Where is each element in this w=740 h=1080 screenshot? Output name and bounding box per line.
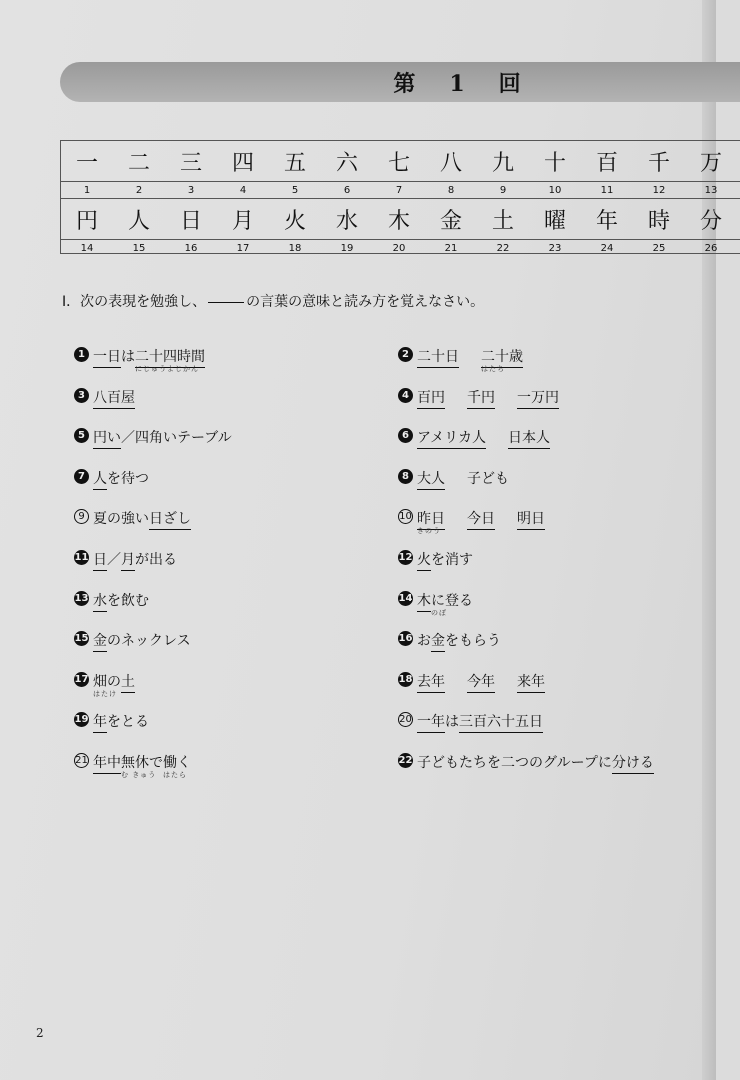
segment-text: 畑 — [93, 674, 107, 690]
item-text — [417, 427, 550, 449]
text-segment — [417, 752, 612, 772]
exercise-item — [398, 711, 543, 733]
blank-underline — [208, 301, 244, 303]
segment-text: お — [417, 633, 431, 649]
underlined-term — [121, 671, 135, 693]
exercise-item — [398, 508, 545, 535]
text-segment — [121, 346, 135, 366]
exercise-item — [74, 590, 149, 612]
kanji-cell: 一 — [75, 150, 98, 176]
segment-text: 金 — [93, 633, 107, 649]
item-number-badge: 3 — [74, 388, 89, 403]
item-text — [93, 549, 177, 571]
underlined-term — [93, 711, 107, 733]
exercise-item — [398, 590, 473, 617]
kanji-number: 19 — [340, 242, 354, 254]
kanji-number: 25 — [652, 242, 666, 254]
kanji-cell: 水 — [335, 208, 358, 234]
kanji-number: 14 — [80, 242, 94, 254]
item-text — [93, 671, 135, 698]
kanji-cell: 百 — [595, 150, 618, 176]
kanji-cell: 月 — [231, 208, 254, 234]
segment-text: 百円 — [417, 390, 445, 406]
kanji-row-1 — [61, 141, 740, 182]
underlined-term — [417, 671, 445, 693]
item-number-badge: 21 — [75, 755, 88, 766]
item-text — [417, 752, 654, 774]
item-number-badge: 2 — [398, 347, 413, 362]
kanji-cell: 四 — [231, 150, 254, 176]
underlined-term — [417, 549, 431, 571]
segment-text: を消す — [431, 552, 473, 568]
kanji-number: 17 — [236, 242, 250, 254]
kanji-cell: 曜 — [543, 208, 566, 234]
item-number-badge: 7 — [74, 469, 89, 484]
item-number-badge: 1 — [74, 347, 89, 362]
kanji-number: 4 — [239, 184, 247, 196]
furigana: はたち — [481, 365, 505, 373]
furigana: のぼ — [431, 609, 447, 617]
item-text — [417, 346, 523, 373]
text-segment — [431, 590, 473, 617]
text-segment — [431, 549, 473, 569]
page-title: 第 1 回 — [393, 70, 527, 97]
item-text — [417, 387, 559, 409]
kanji-cell: 人 — [127, 208, 150, 234]
item-number-badge: 20 — [399, 714, 412, 725]
kanji-cell: 五 — [283, 150, 306, 176]
kanji-cell: 年 — [595, 208, 618, 234]
kanji-cell: 金 — [439, 208, 462, 234]
kanji-grid — [60, 140, 740, 254]
segment-text: 来年 — [517, 674, 545, 690]
item-number-badge: 15 — [74, 633, 89, 644]
segment-text: 円い — [93, 430, 121, 446]
segment-text: に登る — [431, 593, 473, 609]
exercise-item — [74, 346, 205, 373]
kanji-cell: 木 — [387, 208, 410, 234]
kanji-cell: 九 — [491, 150, 514, 176]
segment-text: 一日 — [93, 349, 121, 365]
kanji-number: 23 — [548, 242, 562, 254]
kanji-number: 15 — [132, 242, 146, 254]
underlined-term — [459, 711, 543, 733]
text-segment — [107, 468, 149, 488]
underlined-term — [612, 752, 654, 774]
kanji-cell: 万 — [699, 150, 722, 176]
kanji-number: 18 — [288, 242, 302, 254]
text-segment — [445, 711, 459, 731]
exercise-item — [74, 549, 177, 571]
item-number-badge: 18 — [398, 674, 413, 685]
exercise-item — [398, 346, 523, 373]
item-number-badge: 13 — [74, 593, 89, 604]
item-text — [417, 549, 473, 571]
item-number-badge: 8 — [398, 469, 413, 484]
text-segment — [107, 549, 121, 569]
item-text — [93, 427, 232, 449]
segment-text: 夏の強い — [93, 511, 149, 527]
text-segment — [107, 630, 191, 650]
segment-text: をとる — [107, 714, 149, 730]
kanji-cell: 千 — [647, 150, 670, 176]
item-number-badge: 11 — [74, 552, 89, 563]
underlined-term — [467, 671, 495, 693]
page-number: 2 — [36, 1026, 44, 1040]
kanji-cell: 八 — [439, 150, 462, 176]
item-text — [93, 387, 135, 409]
title-bar — [60, 62, 740, 102]
furigana: にじゅうよじかん — [135, 365, 199, 373]
underlined-term — [93, 590, 107, 612]
instruction-prefix: I．次の表現を勉強し、 — [62, 294, 207, 310]
segment-text: 日本人 — [508, 430, 551, 446]
text-segment — [163, 752, 191, 779]
exercise-item — [74, 387, 135, 409]
instruction — [62, 291, 484, 311]
kanji-cell: 土 — [491, 208, 514, 234]
underlined-term — [93, 387, 135, 409]
segment-text: 人 — [93, 471, 107, 487]
text-segment — [135, 549, 177, 569]
kanji-row-2 — [61, 199, 740, 240]
kanji-cell: 火 — [283, 208, 306, 234]
underlined-term — [517, 671, 545, 693]
segment-text: 土 — [121, 674, 135, 690]
segment-text: 昨日 — [417, 511, 445, 527]
kanji-number: 7 — [395, 184, 403, 196]
kanji-number: 21 — [444, 242, 458, 254]
underlined-term — [417, 468, 445, 490]
segment-text: 一万円 — [517, 390, 559, 406]
item-text — [93, 711, 149, 733]
text-segment — [107, 671, 121, 691]
exercise-item — [398, 752, 654, 774]
segment-text: 三百六十五日 — [459, 714, 543, 730]
segment-text: ／ — [107, 552, 121, 568]
segment-text: 二十日 — [417, 349, 459, 365]
underlined-term — [93, 752, 121, 774]
exercise-item — [74, 427, 232, 449]
underlined-term — [93, 427, 121, 449]
text-segment — [467, 468, 509, 488]
underlined-term — [93, 468, 107, 490]
item-text — [93, 752, 191, 779]
item-number-badge: 12 — [398, 552, 413, 563]
segment-text: 無休 — [121, 755, 149, 771]
text-segment — [107, 711, 149, 731]
segment-text: 日ざし — [149, 511, 191, 527]
item-number-badge: 14 — [398, 593, 413, 604]
segment-text: ／四角いテーブル — [121, 430, 232, 446]
segment-text: 水 — [93, 593, 107, 609]
exercise-item — [74, 630, 191, 652]
exercise-item — [74, 711, 149, 733]
kanji-cell: 分 — [699, 208, 722, 234]
underlined-term — [417, 387, 445, 409]
kanji-number: 9 — [499, 184, 507, 196]
underlined-term — [93, 630, 107, 652]
underlined-term — [149, 508, 191, 530]
item-text — [417, 508, 545, 535]
segment-text: 二十四時間 — [135, 349, 205, 365]
segment-text: をもらう — [445, 633, 501, 649]
segment-text: 日 — [93, 552, 107, 568]
segment-text: 千円 — [467, 390, 495, 406]
kanji-number: 26 — [704, 242, 718, 254]
segment-text: を待つ — [107, 471, 149, 487]
item-text — [417, 711, 543, 733]
text-segment — [149, 752, 163, 772]
item-text — [93, 590, 149, 612]
item-number-badge: 19 — [74, 714, 89, 725]
segment-text: 二十歳 — [481, 349, 523, 365]
segment-text: 木 — [417, 593, 431, 609]
item-number-badge: 6 — [398, 428, 413, 443]
segment-text: 金 — [431, 633, 445, 649]
segment-text: 年中 — [93, 755, 121, 771]
number-row-1 — [61, 182, 740, 199]
segment-text: 今年 — [467, 674, 495, 690]
kanji-number: 16 — [184, 242, 198, 254]
kanji-cell: 七 — [387, 150, 410, 176]
item-number-badge: 4 — [398, 388, 413, 403]
underlined-term — [121, 549, 135, 571]
underlined-term — [517, 387, 559, 409]
segment-text: 働く — [163, 755, 191, 771]
item-text — [417, 468, 509, 490]
segment-text: 年 — [93, 714, 107, 730]
underlined-term — [481, 346, 523, 373]
segment-text: 月 — [121, 552, 135, 568]
text-segment — [107, 590, 149, 610]
kanji-number: 11 — [600, 184, 614, 196]
item-text — [93, 468, 149, 490]
item-number-badge: 10 — [399, 511, 412, 522]
kanji-number: 10 — [548, 184, 562, 196]
text-segment — [445, 630, 501, 650]
furigana: きのう — [417, 527, 441, 535]
kanji-number: 2 — [135, 184, 143, 196]
underlined-term — [93, 549, 107, 571]
segment-text: アメリカ人 — [417, 430, 487, 446]
exercise-item — [398, 468, 509, 490]
item-number-badge: 9 — [74, 509, 89, 524]
item-text — [93, 630, 191, 652]
text-segment — [121, 427, 232, 447]
kanji-number: 5 — [291, 184, 299, 196]
kanji-number: 24 — [600, 242, 614, 254]
kanji-number: 8 — [447, 184, 455, 196]
underlined-term — [417, 508, 445, 535]
segment-text: 八百屋 — [93, 390, 135, 406]
exercise-item — [74, 752, 191, 779]
text-segment — [93, 671, 117, 698]
kanji-cell: 日 — [179, 208, 202, 234]
kanji-number: 6 — [343, 184, 351, 196]
underlined-term — [417, 427, 486, 449]
segment-text: 一年 — [417, 714, 445, 730]
segment-text: 子どもたちを二つのグループに — [417, 755, 612, 771]
exercise-item — [398, 671, 545, 693]
underlined-term — [508, 427, 550, 449]
segment-text: のネックレス — [107, 633, 191, 649]
underlined-term — [417, 590, 431, 612]
exercise-item — [398, 549, 473, 571]
kanji-cell: 十 — [543, 150, 566, 176]
kanji-cell: 二 — [127, 150, 150, 176]
item-text — [93, 508, 191, 530]
exercise-item — [74, 468, 149, 490]
segment-text: 子ども — [467, 471, 509, 487]
segment-text: が出る — [135, 552, 177, 568]
underlined-term — [517, 508, 545, 530]
item-text — [417, 590, 473, 617]
kanji-cell: 時 — [647, 208, 670, 234]
segment-text: 今日 — [467, 511, 495, 527]
text-segment — [417, 630, 431, 650]
furigana: む きゅう — [121, 771, 157, 779]
exercise-item — [74, 671, 135, 698]
underlined-term — [417, 346, 459, 368]
furigana: はたら — [163, 771, 187, 779]
kanji-cell: 円 — [75, 208, 98, 234]
segment-text: は — [445, 714, 459, 730]
item-number-badge: 22 — [398, 755, 413, 766]
kanji-number: 13 — [704, 184, 718, 196]
item-number-badge: 5 — [74, 428, 89, 443]
underlined-term — [417, 711, 445, 733]
kanji-number: 3 — [187, 184, 195, 196]
underlined-term — [467, 508, 495, 530]
segment-text: 火 — [417, 552, 431, 568]
item-number-badge: 16 — [398, 633, 413, 644]
segment-text: 大人 — [417, 471, 445, 487]
text-segment — [93, 508, 149, 528]
kanji-cell: 三 — [179, 150, 202, 176]
underlined-term — [431, 630, 445, 652]
segment-text: 明日 — [517, 511, 545, 527]
exercise-item — [398, 427, 550, 449]
underlined-term — [467, 387, 495, 409]
number-row-2 — [61, 240, 740, 256]
segment-text: で — [149, 755, 163, 771]
kanji-number: 12 — [652, 184, 666, 196]
segment-text: 去年 — [417, 674, 445, 690]
text-segment — [121, 752, 157, 779]
segment-text: は — [121, 349, 135, 365]
furigana: はたけ — [93, 690, 117, 698]
segment-text: を飲む — [107, 593, 149, 609]
exercise-item — [398, 387, 559, 409]
underlined-term — [135, 346, 205, 373]
kanji-number: 20 — [392, 242, 406, 254]
item-text — [417, 630, 501, 652]
kanji-number: 22 — [496, 242, 510, 254]
kanji-cell: 六 — [335, 150, 358, 176]
underlined-term — [93, 346, 121, 368]
instruction-suffix: の言葉の意味と読み方を覚えなさい。 — [246, 294, 485, 310]
item-text — [93, 346, 205, 373]
exercise-item — [398, 630, 501, 652]
item-number-badge: 17 — [74, 674, 89, 685]
exercise-item — [74, 508, 191, 530]
segment-text: の — [107, 674, 121, 690]
kanji-number: 1 — [83, 184, 91, 196]
segment-text: 分ける — [611, 755, 654, 771]
item-text — [417, 671, 545, 693]
